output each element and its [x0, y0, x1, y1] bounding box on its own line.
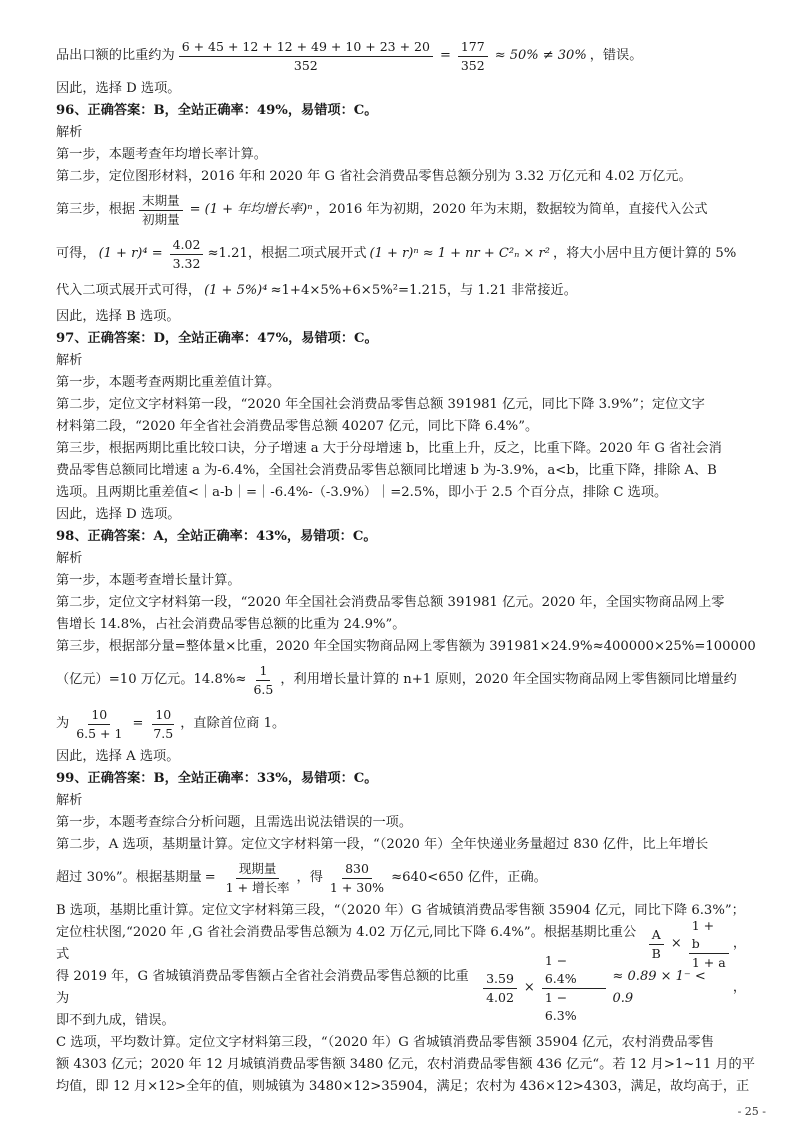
- text: ，得: [296, 870, 323, 885]
- numerator: 177: [458, 38, 488, 57]
- math-text: ×: [523, 980, 535, 995]
- math-text: = (1 + 年均增长率)ⁿ: [189, 202, 313, 217]
- step-text: 第一步，本题考查两期比重差值计算。: [56, 375, 281, 390]
- text: 品出口额的比重约为: [56, 48, 175, 63]
- step-text: 第一步，本题考查增长量计算。: [56, 573, 241, 588]
- fraction: [649, 926, 664, 963]
- step-text: 即不到九成，错误。: [56, 1013, 175, 1028]
- text: 定位柱状图,“2020 年 ,G 省社会消费品零售总额为 4.02 万亿元,同比下降 6.4%”。根据基期比重公式: [56, 925, 637, 962]
- numerator: 现期量: [236, 860, 280, 879]
- fraction: [223, 860, 293, 897]
- step-text: 第三步，根据两期比重比较口诀，分子增速 a 大于分母增速 b，比重上升，反之，比重下降。2020 年 G 省社会消: [56, 441, 722, 456]
- numerator: 3.59: [483, 970, 517, 989]
- text: ，2016 年为初期，2020 年为末期，数据较为简单，直接代入公式: [315, 202, 708, 217]
- fraction: [170, 236, 204, 273]
- fraction: [150, 706, 176, 743]
- denominator: 4.02: [486, 989, 514, 1005]
- step-text: 选项。且两期比重差值<｜a-b｜=｜-6.4%-（-3.9%）｜=2.5%，即小于 2.5 个百分点，排除 C 选项。: [56, 485, 668, 500]
- numerator: 1: [256, 662, 270, 681]
- step-text: 第三步，根据部分量=整体量×比重，2020 年全国实物商品网上零售额为 391981×24.9%≈400000×25%=100000: [56, 639, 756, 654]
- numerator: A: [649, 926, 664, 945]
- step-formula-line: [56, 702, 746, 746]
- step-formula-line: [56, 188, 746, 232]
- text: ≈640<650 亿件，正确。: [391, 870, 547, 885]
- step-text: B 选项，基期比重计算。定位文字材料第三段，“（2020 年）G 省城镇消费品零售额 35904 亿元，同比下降 6.3%”；: [56, 903, 745, 918]
- step-formula-line: [56, 276, 746, 306]
- fraction: [458, 38, 488, 75]
- fraction: [542, 952, 606, 1025]
- math-text: (1 + r)ⁿ ≈ 1 + nr + C²ₙ × r²: [369, 246, 550, 261]
- analysis-label: 解析: [56, 551, 83, 566]
- fraction: [327, 860, 387, 897]
- text: ，将大小居中且方便计算的 5%: [552, 246, 737, 261]
- math-text: =: [204, 870, 216, 885]
- fraction: [73, 706, 125, 743]
- step-text: 第一步，本题考查综合分析问题，且需选出说法错误的一项。: [56, 815, 413, 830]
- step-formula-line: [56, 658, 746, 702]
- denominator: 1 − 6.3%: [544, 989, 577, 1023]
- page-number: - 25 -: [737, 1105, 766, 1118]
- step-text: 费品零售总额同比增速 a 为-6.4%，全国社会消费品零售总额同比增速 b 为-3.9%，a<b，比重下降，排除 A、B: [56, 463, 717, 478]
- fraction: [483, 970, 517, 1007]
- step-text: 均值，即 12 月×12>全年的值，则城镇为 3480×12>35904，满足；农村为 436×12>4303，满足，故均高于，正: [56, 1079, 750, 1094]
- q95-ratio-line: [56, 34, 746, 78]
- conclusion: 因此，选择 B 选项。: [56, 309, 180, 324]
- denominator: 1 + a: [691, 954, 726, 970]
- text: 代入二项式展开式可得，: [56, 283, 202, 298]
- denominator: 1 + 增长率: [225, 879, 290, 895]
- numerator: 4.02: [170, 236, 204, 255]
- math-text: ≈ 50% ≠ 30%: [494, 48, 587, 63]
- step-text: 第二步，定位图形材料，2016 年和 2020 年 G 省社会消费品零售总额分别为 3.32 万亿元和 4.02 万亿元。: [56, 169, 692, 184]
- math-text: ×: [670, 936, 682, 951]
- denominator: 7.5: [153, 725, 174, 741]
- math-text: =: [132, 716, 144, 731]
- conclusion: 因此，选择 D 选项。: [56, 81, 181, 96]
- numerator: 10: [88, 706, 110, 725]
- denominator: B: [651, 945, 661, 961]
- text: ，直除首位商 1。: [180, 716, 286, 731]
- conclusion: 因此，选择 A 选项。: [56, 749, 180, 764]
- math-text: (1 + 5%)⁴: [204, 283, 268, 298]
- answer-header: 99、正确答案：B，全站正确率：33%，易错项：C。: [56, 771, 378, 786]
- step-text: 第二步，定位文字材料第一段，“2020 年全国社会消费品零售总额 391981 亿元。2020 年，全国实物商品网上零: [56, 595, 725, 610]
- text: 得 2019 年，G 省城镇消费品零售额占全省社会消费品零售总额的比重为: [56, 969, 469, 1006]
- step-text: 材料第二段，“2020 年全省社会消费品零售总额 40207 亿元，同比下降 6.4%”。: [56, 419, 539, 434]
- text: ，: [732, 980, 746, 995]
- text: 可得，: [56, 246, 96, 261]
- text: ，利用增长量计算的 n+1 原则，2020 年全国实物商品网上零售额同比增量约: [280, 672, 737, 687]
- numerator: 830: [342, 860, 372, 879]
- answer-header: 96、正确答案：B，全站正确率：49%，易错项：C。: [56, 103, 378, 118]
- numerator: 末期量: [139, 192, 183, 211]
- step-text: 第二步，A 选项，基期量计算。定位文字材料第一段，“（2020 年）全年快递业务量超过 830 亿件，比上年增长: [56, 837, 709, 852]
- step-text: 额 4303 亿元；2020 年 12 月城镇消费品零售额 3480 亿元，农村消费品零售额 436 亿元“。若 12 月>1~11 月的平: [56, 1057, 755, 1072]
- analysis-label: 解析: [56, 793, 83, 808]
- step-text: 第二步，定位文字材料第一段，“2020 年全国社会消费品零售总额 391981 亿元，同比下降 3.9%”；定位文字: [56, 397, 705, 412]
- step-text: C 选项，平均数计算。定位文字材料第三段，“（2020 年）G 省城镇消费品零售额 35904 亿元，农村消费品零售: [56, 1035, 714, 1050]
- fraction: [139, 192, 183, 229]
- text: ≈1.21，根据二项式展开式: [207, 246, 367, 261]
- numerator: 1 + b: [689, 917, 729, 954]
- step-formula-line: [56, 856, 746, 900]
- step-text: 售增长 14.8%，占社会消费品零售总额的比重为 24.9%”。: [56, 617, 406, 632]
- analysis-label: 解析: [56, 353, 83, 368]
- denominator: 6.5: [253, 681, 274, 697]
- fraction: [250, 662, 276, 699]
- text: 超过 30%”。根据基期量: [56, 870, 202, 885]
- fraction: [689, 917, 729, 972]
- text: ，: [732, 936, 746, 951]
- document-page: [56, 34, 756, 1098]
- numerator: 1 − 6.4%: [542, 952, 606, 989]
- step-formula-line: [56, 232, 746, 276]
- denominator: 初期量: [142, 211, 180, 227]
- denominator: 6.5 + 1: [76, 725, 123, 741]
- fraction: [179, 38, 433, 75]
- text: （亿元）=10 万亿元。14.8%≈: [56, 672, 247, 687]
- answer-header: 97、正确答案：D，全站正确率：47%，易错项：C。: [56, 331, 378, 346]
- denominator: 1 + 30%: [329, 879, 385, 895]
- answer-header: 98、正确答案：A，全站正确率：43%，易错项：C。: [56, 529, 377, 544]
- numerator: 6 + 45 + 12 + 12 + 49 + 10 + 23 + 20: [179, 38, 433, 57]
- math-text: =: [439, 48, 451, 63]
- math-text: ≈ 0.89 × 1⁻ < 0.9: [612, 969, 706, 1006]
- analysis-label: 解析: [56, 125, 83, 140]
- text: ≈1+4×5%+6×5%²=1.215，与 1.21 非常接近。: [270, 283, 577, 298]
- denominator: 352: [460, 57, 485, 73]
- text: 为: [56, 716, 70, 731]
- denominator: 352: [293, 57, 318, 73]
- numerator: 10: [152, 706, 174, 725]
- math-text: (1 + r)⁴ =: [98, 246, 163, 261]
- conclusion: 因此，选择 D 选项。: [56, 507, 181, 522]
- step-text: 第一步，本题考查年均增长率计算。: [56, 147, 267, 162]
- text: ，错误。: [589, 48, 643, 63]
- denominator: 3.32: [172, 255, 201, 271]
- text: 第三步，根据: [56, 202, 136, 217]
